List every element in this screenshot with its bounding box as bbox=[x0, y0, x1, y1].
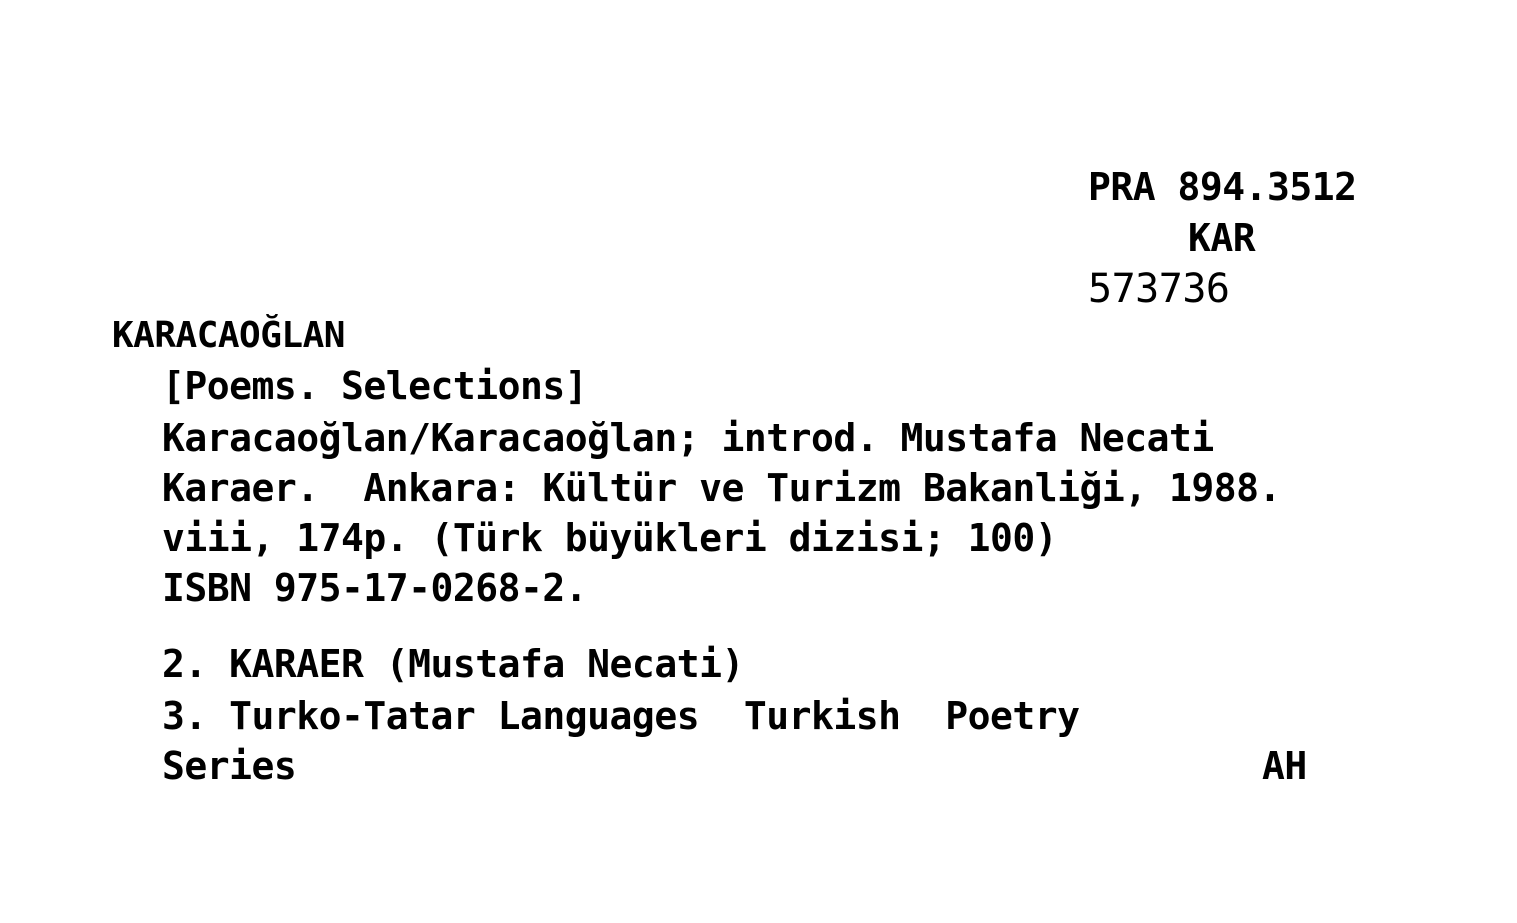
main-heading: KARACAOĞLAN bbox=[112, 315, 345, 356]
accession-number: 573736 bbox=[1088, 266, 1230, 312]
uniform-title: [Poems. Selections] bbox=[162, 364, 588, 408]
tracing-added-entry: 2. KARAER (Mustafa Necati) bbox=[162, 642, 744, 686]
description-line-collation: viii, 174p. (Türk büyükleri dizisi; 100) bbox=[162, 516, 1058, 560]
cataloger-initials: AH bbox=[1262, 744, 1307, 788]
description-line-isbn: ISBN 975-17-0268-2. bbox=[162, 566, 588, 610]
tracing-series: Series bbox=[162, 744, 297, 788]
tracing-subjects: 3. Turko-Tatar Languages Turkish Poetry bbox=[162, 694, 1080, 738]
call-number-classification: PRA 894.3512 bbox=[1088, 165, 1357, 209]
description-line-title: Karacaoğlan/Karacaoğlan; introd. Mustafa Necati bbox=[162, 416, 1214, 460]
description-line-imprint: Karaer. Ankara: Kültür ve Turizm Bakanliği, 1988. bbox=[162, 466, 1281, 510]
call-number-cutter: KAR bbox=[1188, 216, 1256, 260]
